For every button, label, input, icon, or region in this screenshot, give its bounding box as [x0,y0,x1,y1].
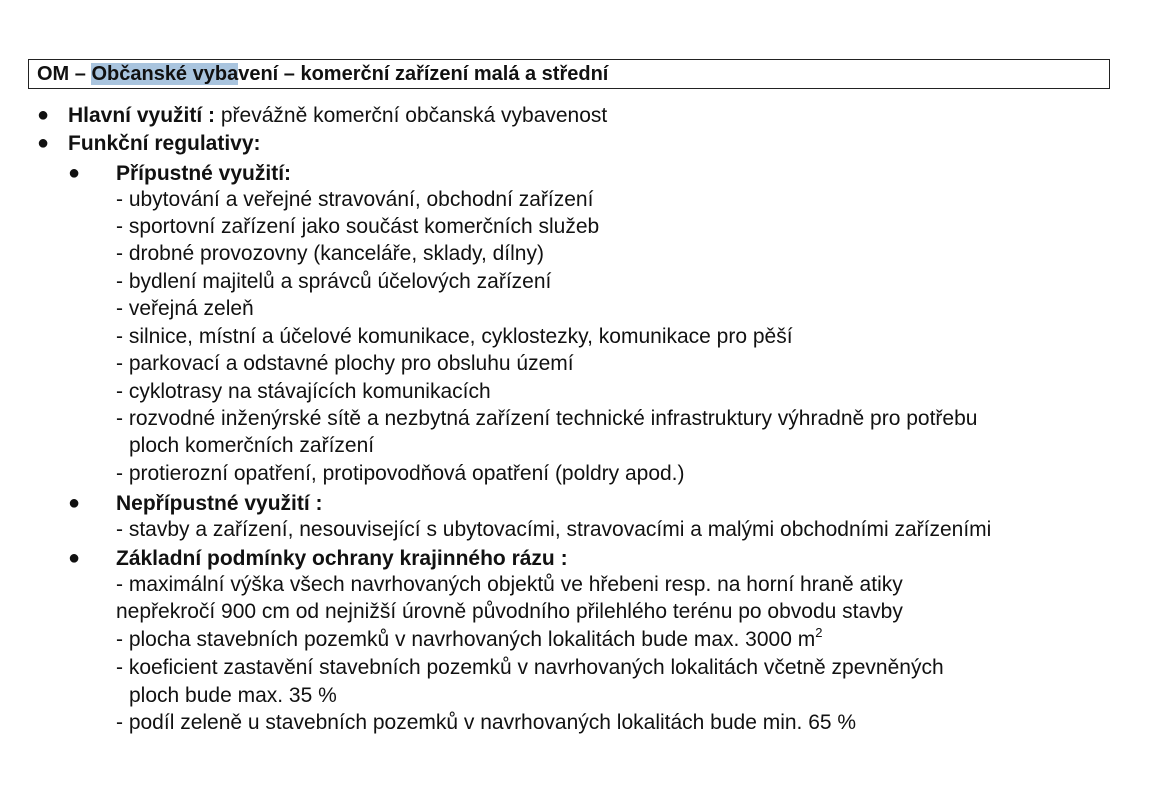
hlavni-text: převážně komerční občanská vybavenost [215,104,608,127]
list-item: - veřejná zeleň [116,297,254,320]
pripustne-label: Přípustné využití: [116,162,292,185]
plocha-superscript: 2 [815,625,823,640]
pripustne-heading [116,160,291,187]
zakladni-label: Základní podmínky ochrany krajinného rázu : [116,547,568,570]
list-item: - bydlení majitelů a správců účelových zařízení [116,270,552,293]
plocha-text: - plocha stavebních pozemků v navrhovaných lokalitách bude max. 3000 m [116,628,816,651]
hlavni-vyuziti [68,102,607,129]
title-prefix: OM – [37,63,92,85]
list-item: - cyklotrasy na stávajících komunikacích [116,380,491,403]
nepripustne-heading [116,490,323,517]
list-item: - koeficient zastavění stavebních pozemků v navrhovaných lokalitách včetně zpevněných [116,656,944,679]
bullet-icon: ● [37,104,50,126]
list-item: - parkovací a odstavné plochy pro obsluhu území [116,352,574,375]
list-item: - sportovní zařízení jako součást komerčních služeb [116,215,600,238]
list-item: - rozvodné inženýrské sítě a nezbytná zařízení technické infrastruktury výhradně pro potřebu [116,407,978,430]
hlavni-label: Hlavní využití : [68,104,216,127]
list-item: - stavby a zařízení, nesouvisející s ubytovacími, stravovacími a malými obchodními zařízeními [116,518,992,541]
bullet-icon: ● [68,547,81,569]
list-item-continuation: nepřekročí 900 cm od nejnižší úrovně původního přilehlého terénu po obvodu stavby [116,600,903,623]
funkcni-regulativy [68,130,261,157]
list-item: - silnice, místní a účelové komunikace, cyklostezky, komunikace pro pěší [116,325,793,348]
list-item-continuation: ploch bude max. 35 % [129,684,337,707]
list-item: - ubytování a veřejné stravování, obchodní zařízení [116,188,594,211]
zakladni-heading [116,545,568,572]
bullet-icon: ● [68,162,81,184]
list-item-plocha [116,626,822,653]
list-item-continuation: ploch komerčních zařízení [129,434,375,457]
title-suffix: vení – komerční zařízení malá a střední [238,63,609,85]
title-highlight: Občanské vyba [91,63,239,85]
section-title [28,59,1110,89]
nepripustne-label: Nepřípustné využití : [116,492,323,515]
list-item: - podíl zeleně u stavebních pozemků v navrhovaných lokalitách bude min. 65 % [116,711,857,734]
bullet-icon: ● [68,492,81,514]
list-item: - maximální výška všech navrhovaných objektů ve hřebeni resp. na horní hraně atiky [116,573,903,596]
list-item: - protierozní opatření, protipovodňová opatření (poldry apod.) [116,462,685,485]
list-item: - drobné provozovny (kanceláře, sklady, dílny) [116,242,544,265]
bullet-icon: ● [37,132,50,154]
funkcni-label: Funkční regulativy: [68,132,261,155]
